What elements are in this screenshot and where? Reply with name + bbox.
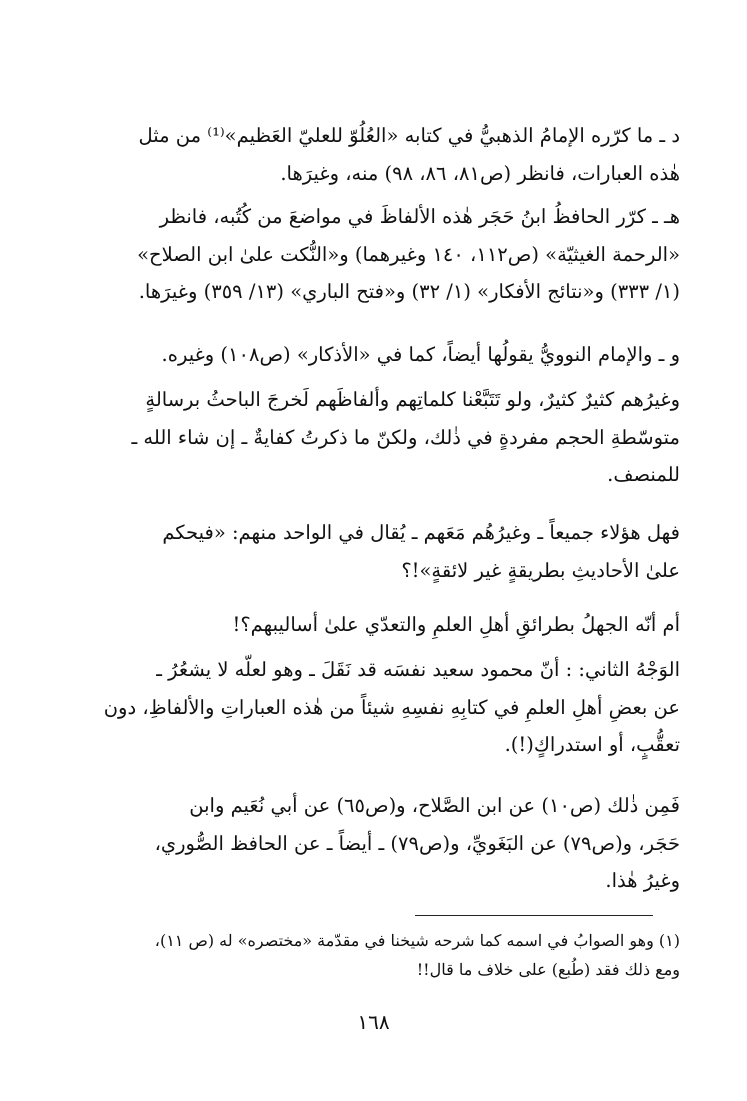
footnote-line: ومع ذلك فقد (طُبع) على خلاف ما قال!! <box>416 960 680 979</box>
text-line: حَجَر، و(ص٧٩) عن البَغَويِّ، و(ص٧٩) ـ أيضاً ـ عن الحافظ الصُّوري، <box>154 831 680 855</box>
paragraph-question <box>62 514 680 589</box>
text-line: و ـ والإمام النوويُّ يقولُها أيضاً، كما في «الأذكار» (ص١٠٨) وغيره. <box>161 343 680 366</box>
text-line: فَمِن ذٰلك (ص١٠) عن ابن الصَّلاح، و(ص٦٥) عن أبي نُعَيم وابن <box>189 794 680 817</box>
footnote-line: (١) وهو الصوابُ في اسمه كما شرحه شيخنا في مقدّمة «مختصره» له (ص ١١)، <box>154 931 680 950</box>
text-line: (١/ ٣٣٣) و«نتائج الأفكار» (١/ ٣٢) و«فتح الباري» (١٣/ ٣٥٩) وغيرَها. <box>138 280 680 303</box>
text-line: وغيرُهم كثيرٌ كثيرٌ، ولو تَتَبَّعْنا كلماتِهم وألفاظَهم لَخرجَ الباحثُ برسالةٍ <box>145 388 680 411</box>
text-line: عن بعضِ أهلِ العلمِ في كتابِهِ نفسِهِ شيئاً من هٰذه العباراتِ والألفاظِ، دون <box>103 695 680 719</box>
paragraph-ignorance <box>62 606 680 644</box>
paragraph-second-aspect <box>62 651 680 764</box>
text-line: «الرحمة الغيثيّة» (ص١١٢، ١٤٠ وغيرهما) و«النُّكت علىٰ ابن الصلاح» <box>137 242 680 266</box>
text-line: أم أنّه الجهلُ بطرائقِ أهلِ العلمِ والتعدّي علىٰ أساليبهم؟! <box>232 613 680 636</box>
footnotes <box>62 926 680 984</box>
page-number: ١٦٨ <box>357 1010 390 1034</box>
text-line: تعقُّبٍ، أو استدراكٍ(!). <box>504 733 680 756</box>
text-line: متوسّطةِ الحجم مفردةٍ في ذٰلك، ولكنّ ما ذكرتُ كفايةٌ ـ إن شاء الله ـ <box>131 425 680 449</box>
text-line: الوَجْهُ الثاني: : أنّ محمود سعيد نفسَه قد نَقَلَ ـ وهو لعلّه لا يشعُرُ ـ <box>156 658 680 681</box>
text-line: هٰذه العبارات، فانظر (ص٨١، ٨٦، ٩٨) منه، وغيرَها. <box>280 161 680 185</box>
text-line: د ـ ما كرّره الإمامُ الذهبيُّ في كتابه «العُلُوّ للعليّ العَظيم»⁽¹⁾ من مثل <box>138 124 680 147</box>
text-line: فهل هؤلاء جميعاً ـ وغيرُهُم مَعَهم ـ يُقال في الواحد منهم: «فيحكم <box>162 521 680 544</box>
paragraph-others <box>62 381 680 494</box>
paragraph-ha <box>62 198 680 311</box>
text-line: وغيرُ هٰذا. <box>605 869 680 892</box>
paragraph-dal <box>62 117 680 192</box>
text-line: للمنصف. <box>607 463 680 486</box>
text-line: هـ ـ كرّر الحافظُ ابنُ حَجَر هٰذه الألفاظَ في مواضعَ من كُتُبه، فانظر <box>159 205 680 228</box>
text-line: علىٰ الأحاديثِ بطريقةٍ غير لائقةٍ»!؟ <box>401 558 680 582</box>
paragraph-waw <box>62 336 680 374</box>
footnote-divider <box>415 915 653 916</box>
paragraph-examples <box>62 787 680 900</box>
